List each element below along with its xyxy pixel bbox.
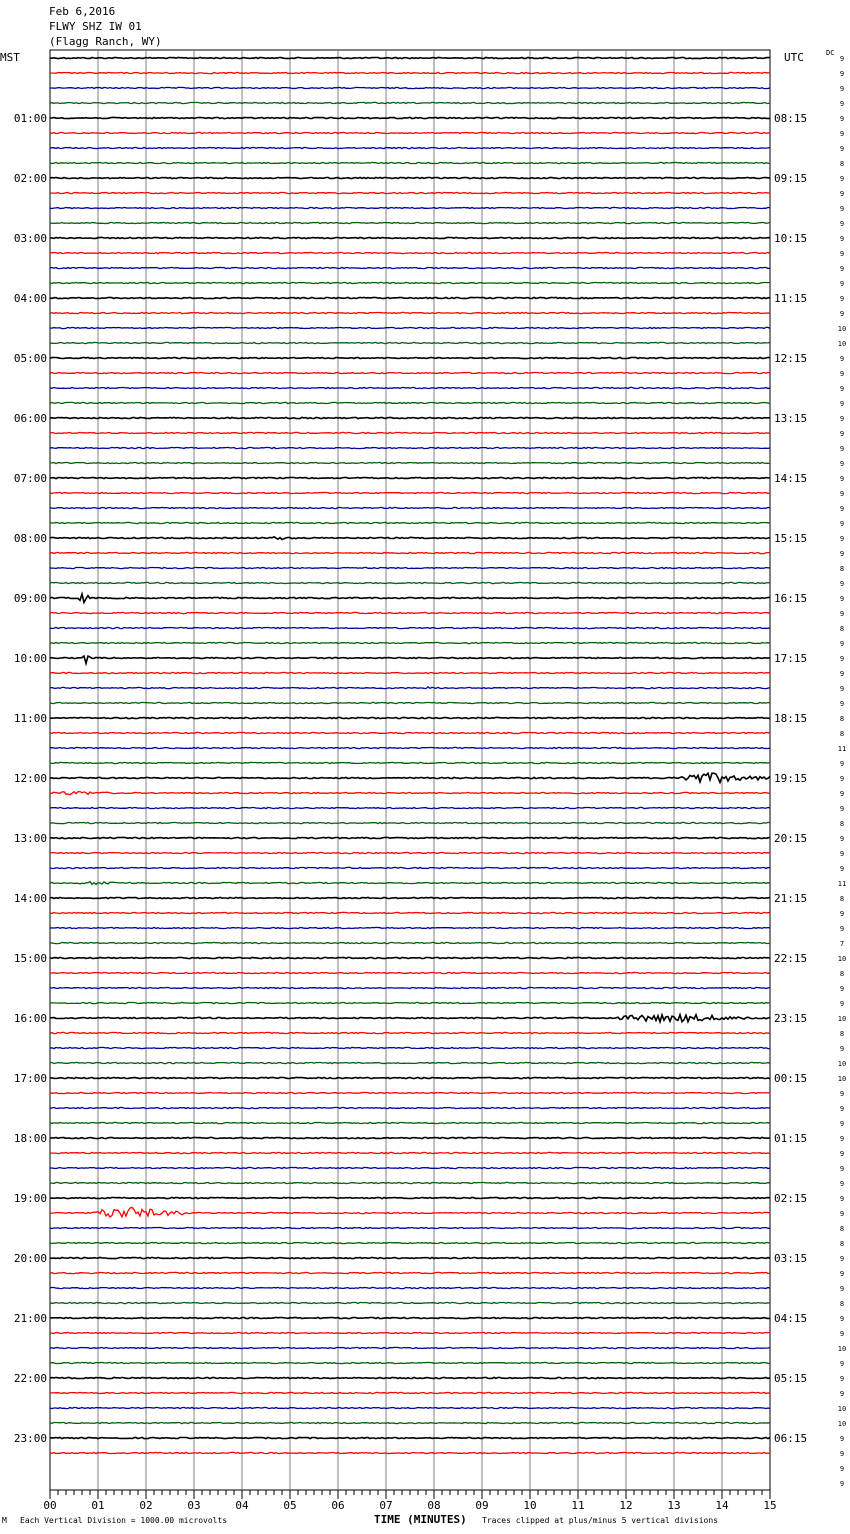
trace-row <box>50 177 770 178</box>
dc-value: 9 <box>839 1120 845 1128</box>
trace-row <box>50 237 770 238</box>
trace-row <box>50 1242 770 1243</box>
trace-row <box>50 357 770 358</box>
trace-row <box>50 477 770 478</box>
left-hour-label: 10:00 <box>13 652 47 665</box>
trace-row <box>50 1152 770 1153</box>
trace-row <box>50 1332 770 1333</box>
dc-value: 9 <box>839 445 845 453</box>
dc-value: 8 <box>839 895 845 903</box>
trace-row <box>50 1317 770 1318</box>
trace-row <box>50 1257 770 1258</box>
dc-value: 9 <box>839 145 845 153</box>
trace-row <box>50 792 770 795</box>
vertical-division-note: Each Vertical Division = 1000.00 microvolts <box>20 1516 228 1525</box>
dc-value: 9 <box>839 640 845 648</box>
trace-row <box>50 882 770 885</box>
dc-value: 9 <box>839 460 845 468</box>
dc-value: 9 <box>839 400 845 408</box>
right-hour-label: 03:15 <box>774 1252 808 1265</box>
right-hour-label: 13:15 <box>774 412 808 425</box>
dc-label: DC <box>826 49 835 57</box>
left-hour-label: 01:00 <box>13 112 47 125</box>
trace-row <box>50 1137 770 1138</box>
dc-value: 9 <box>839 850 845 858</box>
dc-value: 9 <box>839 1135 845 1143</box>
trace-row <box>50 222 770 223</box>
trace-row <box>50 627 770 628</box>
trace-row <box>50 552 770 553</box>
trace-row <box>50 267 770 268</box>
trace-row <box>50 1227 770 1228</box>
right-hour-label: 08:15 <box>774 112 808 125</box>
clip-note: Traces clipped at plus/minus 5 vertical divisions <box>482 1516 719 1525</box>
trace-row <box>50 147 770 148</box>
dc-value: 9 <box>839 370 845 378</box>
trace-row <box>50 747 770 748</box>
right-hour-label: 17:15 <box>774 652 808 665</box>
right-hour-label: 10:15 <box>774 232 808 245</box>
trace-row <box>50 342 770 343</box>
dc-value: 10 <box>837 1405 847 1413</box>
right-hour-label: 05:15 <box>774 1372 808 1385</box>
dc-value: 9 <box>839 865 845 873</box>
dc-value: 8 <box>839 1030 845 1038</box>
x-tick-label: 08 <box>427 1499 441 1512</box>
left-hour-label: 05:00 <box>13 352 47 365</box>
dc-value: 9 <box>839 85 845 93</box>
dc-value: 11 <box>837 745 847 753</box>
trace-row <box>50 1122 770 1123</box>
dc-value: 9 <box>839 265 845 273</box>
dc-value: 9 <box>839 430 845 438</box>
x-tick-label: 09 <box>475 1499 489 1512</box>
trace-row <box>50 492 770 493</box>
date-label: Feb 6,2016 <box>49 5 116 18</box>
dc-value: 9 <box>839 670 845 678</box>
right-timezone-label: UTC <box>784 51 804 64</box>
dc-value: 9 <box>839 310 845 318</box>
dc-value: 9 <box>839 1360 845 1368</box>
trace-row <box>50 447 770 448</box>
left-hour-label: 11:00 <box>13 712 47 725</box>
left-hour-label: 12:00 <box>13 772 47 785</box>
x-tick-label: 02 <box>139 1499 153 1512</box>
right-hour-label: 00:15 <box>774 1072 808 1085</box>
trace-row <box>50 762 770 763</box>
dc-value: 9 <box>839 1045 845 1053</box>
dc-value: 9 <box>839 1000 845 1008</box>
left-hour-label: 13:00 <box>13 832 47 845</box>
trace-row <box>50 656 770 663</box>
dc-value: 9 <box>839 475 845 483</box>
x-tick-label: 12 <box>619 1499 633 1512</box>
dc-value: 10 <box>837 340 847 348</box>
right-hour-label: 04:15 <box>774 1312 808 1325</box>
dc-value: 9 <box>839 1375 845 1383</box>
location-label: (Flagg Ranch, WY) <box>49 35 162 48</box>
trace-row <box>50 507 770 508</box>
trace-row <box>50 432 770 433</box>
dc-value: 9 <box>839 205 845 213</box>
x-tick-label: 07 <box>379 1499 393 1512</box>
x-tick-label: 04 <box>235 1499 249 1512</box>
dc-value: 9 <box>839 70 845 78</box>
trace-row <box>50 732 770 733</box>
dc-value: 9 <box>839 220 845 228</box>
right-hour-label: 22:15 <box>774 952 808 965</box>
trace-row <box>50 417 770 418</box>
trace-row <box>50 537 770 540</box>
dc-value: 9 <box>839 520 845 528</box>
right-hour-label: 18:15 <box>774 712 808 725</box>
dc-value: 9 <box>839 985 845 993</box>
dc-value: 11 <box>837 880 847 888</box>
trace-row <box>50 1437 770 1438</box>
dc-value: 9 <box>839 805 845 813</box>
dc-value: 9 <box>839 235 845 243</box>
plot-frame <box>50 50 770 1490</box>
left-timezone-label: MST <box>0 51 20 64</box>
trace-row <box>50 312 770 313</box>
trace-row <box>50 1047 770 1048</box>
right-hour-label: 09:15 <box>774 172 808 185</box>
trace-row <box>50 942 770 943</box>
trace-row <box>50 672 770 673</box>
trace-row <box>50 642 770 643</box>
trace-row <box>50 1422 770 1423</box>
trace-row <box>50 837 770 838</box>
dc-value: 9 <box>839 1450 845 1458</box>
dc-value: 10 <box>837 1420 847 1428</box>
left-hour-label: 03:00 <box>13 232 47 245</box>
dc-value: 9 <box>839 190 845 198</box>
right-hour-label: 11:15 <box>774 292 808 305</box>
trace-row <box>50 773 770 782</box>
dc-value: 8 <box>839 1300 845 1308</box>
trace-row <box>50 1197 770 1198</box>
dc-value: 8 <box>839 1225 845 1233</box>
trace-row <box>50 1392 770 1393</box>
left-hour-label: 22:00 <box>13 1372 47 1385</box>
dc-value: 9 <box>839 925 845 933</box>
dc-value: 9 <box>839 700 845 708</box>
trace-row <box>50 852 770 853</box>
trace-row <box>50 72 770 73</box>
dc-value: 10 <box>837 325 847 333</box>
dc-value: 9 <box>839 1090 845 1098</box>
trace-row <box>50 252 770 253</box>
dc-value: 9 <box>839 505 845 513</box>
trace-row <box>50 1092 770 1093</box>
dc-value: 7 <box>839 940 845 948</box>
dc-value: 9 <box>839 535 845 543</box>
dc-value: 9 <box>839 355 845 363</box>
left-hour-label: 20:00 <box>13 1252 47 1265</box>
x-tick-label: 11 <box>571 1499 585 1512</box>
right-hour-label: 01:15 <box>774 1132 808 1145</box>
right-hour-label: 15:15 <box>774 532 808 545</box>
left-hour-label: 21:00 <box>13 1312 47 1325</box>
trace-row <box>50 957 770 958</box>
dc-value: 10 <box>837 1015 847 1023</box>
trace-row <box>50 1272 770 1273</box>
right-hour-label: 23:15 <box>774 1012 808 1025</box>
dc-value: 8 <box>839 820 845 828</box>
trace-row <box>50 117 770 118</box>
footer-mark: M <box>2 1516 7 1525</box>
trace-row <box>50 807 770 808</box>
trace-row <box>50 1287 770 1288</box>
left-hour-label: 15:00 <box>13 952 47 965</box>
dc-value: 9 <box>839 175 845 183</box>
trace-row <box>50 192 770 193</box>
dc-value: 9 <box>839 490 845 498</box>
left-hour-label: 02:00 <box>13 172 47 185</box>
trace-row <box>50 1207 770 1217</box>
dc-value: 9 <box>839 1315 845 1323</box>
dc-value: 9 <box>839 790 845 798</box>
left-hour-label: 17:00 <box>13 1072 47 1085</box>
left-hour-label: 09:00 <box>13 592 47 605</box>
dc-value: 9 <box>839 1435 845 1443</box>
dc-value: 9 <box>839 1390 845 1398</box>
dc-value: 9 <box>839 1255 845 1263</box>
trace-row <box>50 567 770 568</box>
dc-value: 8 <box>839 730 845 738</box>
x-tick-label: 03 <box>187 1499 201 1512</box>
trace-row <box>50 717 770 718</box>
trace-row <box>50 207 770 208</box>
dc-value: 9 <box>839 1480 845 1488</box>
right-hour-label: 12:15 <box>774 352 808 365</box>
right-hour-label: 20:15 <box>774 832 808 845</box>
dc-value: 9 <box>839 1285 845 1293</box>
dc-value: 9 <box>839 385 845 393</box>
trace-row <box>50 822 770 823</box>
dc-value: 9 <box>839 1195 845 1203</box>
trace-row <box>50 282 770 283</box>
trace-row <box>50 327 770 328</box>
left-hour-label: 19:00 <box>13 1192 47 1205</box>
right-hour-label: 06:15 <box>774 1432 808 1445</box>
trace-row <box>50 1077 770 1078</box>
trace-row <box>50 1452 770 1453</box>
left-hour-label: 07:00 <box>13 472 47 485</box>
dc-value: 8 <box>839 970 845 978</box>
trace-row <box>50 594 770 602</box>
dc-value: 9 <box>839 1180 845 1188</box>
dc-value: 8 <box>839 565 845 573</box>
trace-row <box>50 927 770 928</box>
left-hour-label: 08:00 <box>13 532 47 545</box>
dc-value: 10 <box>837 1345 847 1353</box>
dc-value: 9 <box>839 580 845 588</box>
x-tick-label: 13 <box>667 1499 681 1512</box>
trace-row <box>50 297 770 298</box>
trace-row <box>50 612 770 613</box>
left-hour-label: 14:00 <box>13 892 47 905</box>
dc-value: 8 <box>839 625 845 633</box>
dc-value: 9 <box>839 685 845 693</box>
trace-row <box>50 462 770 463</box>
trace-row <box>50 582 770 583</box>
trace-row <box>50 162 770 163</box>
trace-row <box>50 1302 770 1303</box>
dc-value: 9 <box>839 250 845 258</box>
left-hour-label: 16:00 <box>13 1012 47 1025</box>
dc-value: 9 <box>839 835 845 843</box>
dc-value: 9 <box>839 1150 845 1158</box>
trace-row <box>50 102 770 103</box>
x-tick-label: 15 <box>763 1499 777 1512</box>
trace-row <box>50 87 770 88</box>
trace-row <box>50 1377 770 1378</box>
dc-value: 10 <box>837 955 847 963</box>
dc-value: 9 <box>839 1165 845 1173</box>
dc-value: 9 <box>839 655 845 663</box>
x-tick-label: 06 <box>331 1499 345 1512</box>
dc-value: 9 <box>839 100 845 108</box>
trace-row <box>50 402 770 403</box>
trace-row <box>50 1002 770 1003</box>
dc-value: 8 <box>839 715 845 723</box>
trace-row <box>50 897 770 898</box>
trace-row <box>50 1062 770 1063</box>
dc-value: 9 <box>839 910 845 918</box>
dc-value: 9 <box>839 1210 845 1218</box>
dc-value: 9 <box>839 550 845 558</box>
dc-value: 9 <box>839 1330 845 1338</box>
left-hour-label: 23:00 <box>13 1432 47 1445</box>
trace-row <box>50 972 770 973</box>
left-hour-label: 04:00 <box>13 292 47 305</box>
dc-value: 9 <box>839 1105 845 1113</box>
trace-row <box>50 522 770 523</box>
trace-row <box>50 1347 770 1348</box>
trace-row <box>50 702 770 703</box>
trace-row <box>50 387 770 388</box>
trace-row <box>50 867 770 868</box>
dc-value: 8 <box>839 160 845 168</box>
trace-row <box>50 1362 770 1363</box>
dc-value: 9 <box>839 760 845 768</box>
trace-row <box>50 987 770 988</box>
dc-value: 9 <box>839 415 845 423</box>
dc-value: 9 <box>839 775 845 783</box>
dc-value: 9 <box>839 130 845 138</box>
x-tick-label: 05 <box>283 1499 297 1512</box>
trace-row <box>50 1182 770 1183</box>
dc-value: 9 <box>839 1465 845 1473</box>
left-hour-label: 06:00 <box>13 412 47 425</box>
x-tick-label: 01 <box>91 1499 105 1512</box>
x-axis-title: TIME (MINUTES) <box>374 1513 467 1526</box>
right-hour-label: 14:15 <box>774 472 808 485</box>
dc-value: 9 <box>839 55 845 63</box>
right-hour-label: 21:15 <box>774 892 808 905</box>
dc-value: 9 <box>839 610 845 618</box>
x-tick-label: 00 <box>43 1499 57 1512</box>
trace-row <box>50 57 770 58</box>
x-tick-label: 10 <box>523 1499 537 1512</box>
dc-value: 9 <box>839 595 845 603</box>
trace-row <box>50 687 770 689</box>
dc-value: 8 <box>839 1240 845 1248</box>
trace-row <box>50 912 770 913</box>
right-hour-label: 19:15 <box>774 772 808 785</box>
trace-row <box>50 372 770 373</box>
dc-value: 10 <box>837 1075 847 1083</box>
station-label: FLWY SHZ IW 01 <box>49 20 142 33</box>
right-hour-label: 02:15 <box>774 1192 808 1205</box>
dc-value: 10 <box>837 1060 847 1068</box>
left-hour-label: 18:00 <box>13 1132 47 1145</box>
dc-value: 9 <box>839 280 845 288</box>
trace-row <box>50 1032 770 1033</box>
x-tick-label: 14 <box>715 1499 729 1512</box>
trace-row <box>50 1107 770 1108</box>
dc-value: 9 <box>839 295 845 303</box>
dc-value: 9 <box>839 1270 845 1278</box>
trace-row <box>50 1167 770 1168</box>
trace-row <box>50 1407 770 1408</box>
trace-row <box>50 1015 770 1022</box>
right-hour-label: 16:15 <box>774 592 808 605</box>
dc-value: 9 <box>839 115 845 123</box>
trace-row <box>50 132 770 133</box>
